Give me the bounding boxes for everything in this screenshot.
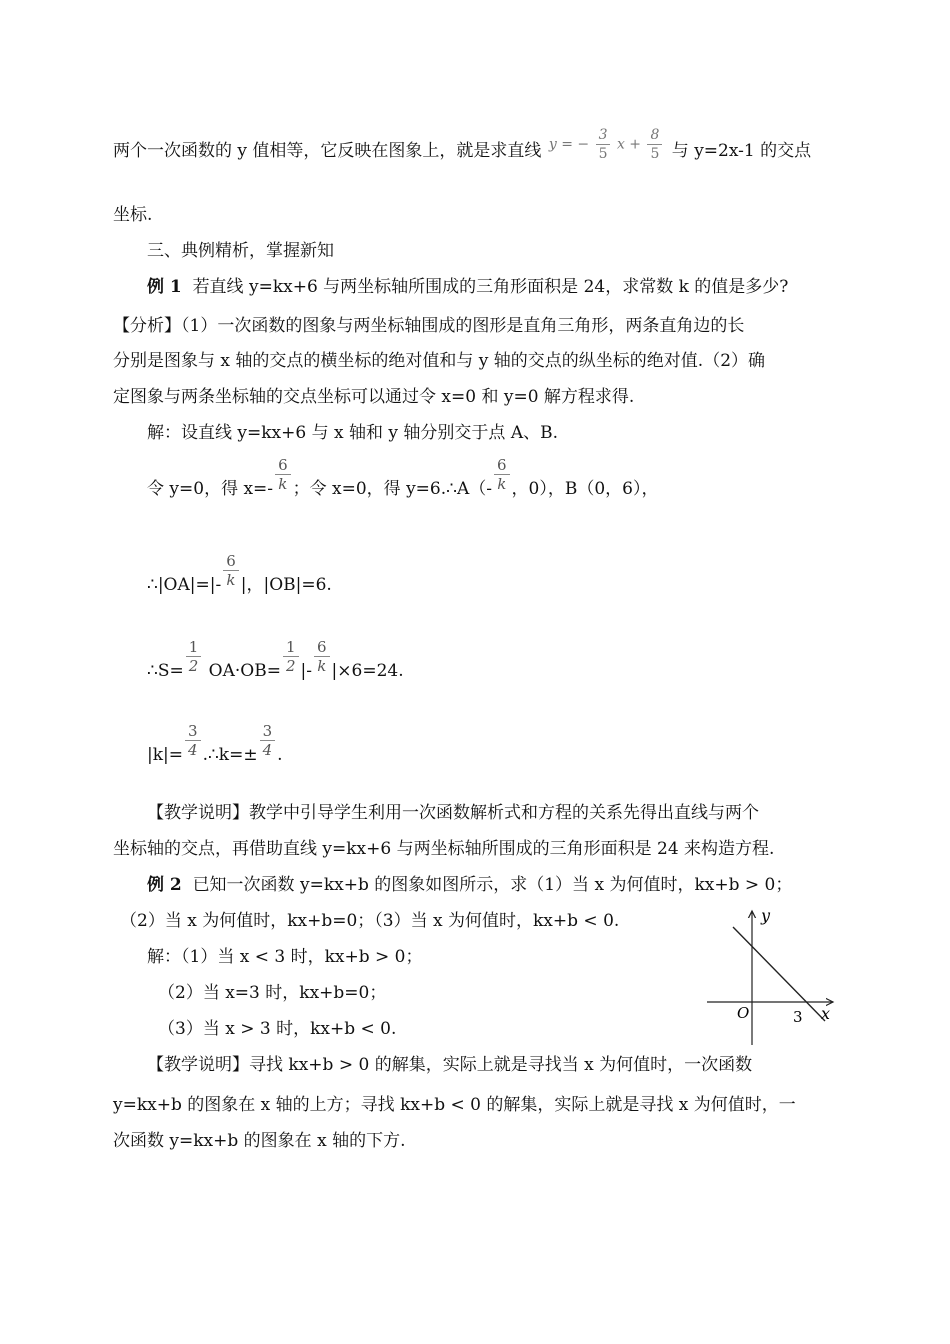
section-heading: 三、典例精析，掌握新知 xyxy=(147,241,334,261)
analysis-line-1: 【分析】（1）一次函数的图象与两坐标轴围成的图形是直角三角形，两条直角边的长 xyxy=(113,316,745,336)
teaching-note-2-line-1: 【教学说明】寻找 kx+b > 0 的解集，实际上就是寻找当 x 为何值时，一次函数 xyxy=(147,1055,753,1075)
solution-intro: 解：设直线 y=kx+6 与 x 轴和 y 轴分别交于点 A、B. xyxy=(147,423,558,443)
intro-text-b: 与 y=2x-1 的交点 xyxy=(671,141,812,161)
fraction: $\frac{3}{4}$ xyxy=(260,722,276,759)
x-axis-label: x xyxy=(821,1004,831,1023)
fraction: $\frac{8}{5}$ xyxy=(647,126,662,163)
fraction: $\frac{6}{k}$ xyxy=(275,456,291,493)
fraction: $\frac{6}{k}$ xyxy=(314,638,330,675)
function-graph xyxy=(705,905,845,1050)
fraction: $\frac{6}{k}$ xyxy=(494,456,510,493)
solution-step-3: ∴S= $\frac{1}{2}$ OA·OB= $\frac{1}{2}$ |- $\frac{6}{k}$ |×6=24. xyxy=(147,638,404,681)
example2-solution-1: 解：（1）当 x < 3 时，kx+b > 0； xyxy=(147,947,423,967)
origin-label: O xyxy=(737,1004,750,1022)
example2-solution-2: （2）当 x=3 时，kx+b=0； xyxy=(158,983,387,1003)
example1-question: 例 1 若直线 y=kx+6 与两坐标轴所围成的三角形面积是 24，求常数 k 的值是多少? xyxy=(147,277,789,297)
teaching-note-2-line-3: 次函数 y=kx+b 的图象在 x 轴的下方. xyxy=(113,1131,406,1151)
fraction: $\frac{3}{5}$ xyxy=(596,126,611,163)
analysis-line-2: 分别是图象与 x 轴的交点的横坐标的绝对值和与 y 轴的交点的纵坐标的绝对值.（2）确 xyxy=(113,351,766,371)
line-formula: y = − $\frac{3}{5}$ x + $\frac{8}{5}$ xyxy=(549,126,665,163)
example2-solution-3: （3）当 x > 3 时，kx+b < 0. xyxy=(158,1019,397,1039)
example2-question-1: 例 2 已知一次函数 y=kx+b 的图象如图所示，求（1）当 x 为何值时，kx+b > 0； xyxy=(147,875,793,895)
solution-step-2: ∴|OA|=|- $\frac{6}{k}$ |，|OB|=6. xyxy=(147,552,332,595)
teaching-note-1-line-2: 坐标轴的交点，再借助直线 y=kx+6 与两坐标轴所围成的三角形面积是 24 来构造方程. xyxy=(113,839,775,859)
intro-line-2: 坐标. xyxy=(113,205,153,225)
solution-step-1: 令 y=0，得 x=- $\frac{6}{k}$ ；令 x=0，得 y=6.∴A（- $\frac{6}{k}$ ，0），B（0，6）， xyxy=(147,456,659,499)
fraction: $\frac{1}{2}$ xyxy=(186,638,202,675)
analysis-line-3: 定图象与两条坐标轴的交点坐标可以通过令 x=0 和 y=0 解方程求得. xyxy=(113,387,635,407)
teaching-note-1-line-1: 【教学说明】教学中引导学生利用一次函数解析式和方程的关系先得出直线与两个 xyxy=(147,803,759,823)
fraction: $\frac{3}{4}$ xyxy=(185,722,201,759)
intro-text-a: 两个一次函数的 y 值相等，它反映在图象上，就是求直线 xyxy=(113,141,542,161)
fraction: $\frac{1}{2}$ xyxy=(283,638,299,675)
x-intercept-label: 3 xyxy=(793,1008,803,1026)
intro-line-1 xyxy=(113,127,812,163)
fraction: $\frac{6}{k}$ xyxy=(223,552,239,589)
example2-label: 例 2 xyxy=(147,875,182,895)
example2-question-2: （2）当 x 为何值时，kx+b=0；（3）当 x 为何值时，kx+b < 0. xyxy=(120,911,620,931)
example1-label: 例 1 xyxy=(147,277,182,297)
y-axis-label: y xyxy=(761,906,771,925)
teaching-note-2-line-2: y=kx+b 的图象在 x 轴的上方；寻找 kx+b < 0 的解集，实际上就是寻找 x 为何值时，一 xyxy=(113,1095,796,1115)
solution-step-4: |k|= $\frac{3}{4}$ .∴k=± $\frac{3}{4}$ . xyxy=(147,722,283,765)
